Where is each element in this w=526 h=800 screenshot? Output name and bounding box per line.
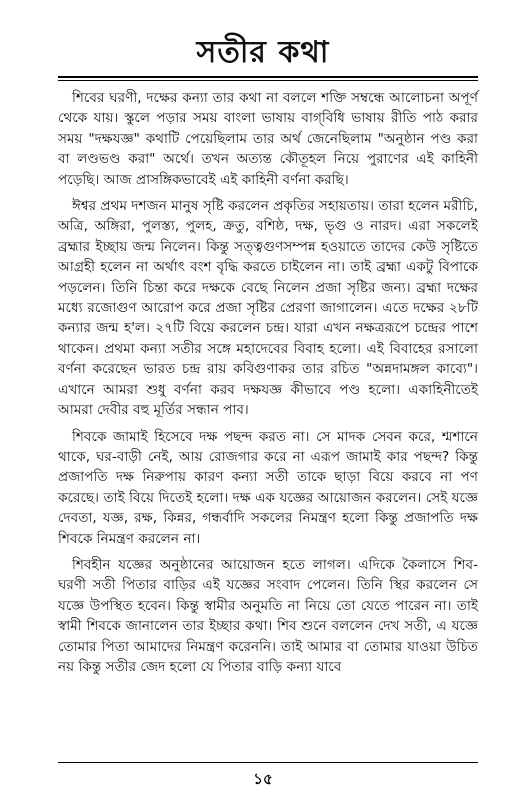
paragraph-4: শিবহীন যজ্ঞের অনুষ্ঠানের আয়োজন হতে লাগল। এদিকে কৈলাসে শিব-ঘরণী সতী পিতার বাড়ির এই যজ্ঞের সংবাদ পেলেন। তিনি স্থির করলেন সে যজ্ঞে উপস্থিত হবেন। কিন্তু স্বামীর অনুমতি না নিয়ে তো যেতে পারেন না। তাই স্বামী শিবকে জানালেন তার ইচ্ছার কথা। শিব শুনে বললেন দেখ সতী, এ যজ্ঞে তোমার পিতা আমাদের নিমন্ত্রণ করেননি। তাই আমার বা তোমার যাওয়া উচিত নয় কিন্তু সতীর জেদ হলো যে পিতার বাড়ি কন্যা যাবে	[58, 556, 478, 675]
paragraph-1: শিবের ঘরণী, দক্ষের কন্যা তার কথা না বললে শক্তি সম্বন্ধে আলোচনা অপূর্ণ থেকে যায়। স্কুলে পড়ার সময় বাংলা ভাষায় বাগ্‌বিধি ভাষায় রীতি পাঠ করার সময় "দক্ষযজ্ঞ" কথাটি পেয়েছিলাম তার অর্থ জেনেছিলাম "অনুষ্ঠান পণ্ড করা বা লণ্ডভণ্ড করা" অর্থে। তখন অত্যন্ত কৌতূহল নিয়ে পুরাণের এই কাহিনী পড়েছি। আজ প্রাসঙ্গিকভাবেই এই কাহিনী বর্ণনা করছি।	[58, 90, 478, 188]
footer-divider	[58, 762, 478, 763]
page-number: ১৫	[253, 770, 273, 788]
title-divider	[58, 76, 478, 81]
paragraph-3: শিবকে জামাই হিসেবে দক্ষ পছন্দ করত না। সে মাদক সেবন করে, শ্মশানে থাকে, ঘর-বাড়ী নেই, আয় রোজগার করে না এরূপ জামাই কার পছন্দ? কিন্তু প্রজাপতি দক্ষ নিরুপায় কারণ কন্যা সতী তাকে ছাড়া বিয়ে করবে না পণ করেছে। তাই বিয়ে দিতেই হলো। দক্ষ এক যজ্ঞের আয়োজন করলেন। সেই যজ্ঞে দেবতা, যজ্ঞ, রক্ষ, কিন্নর, গন্ধর্বাদি সকলের নিমন্ত্রণ হলো কিন্তু প্রজাপতি দক্ষ শিবকে নিমন্ত্রণ করলেন না।	[58, 428, 478, 547]
page-title: সতীর কথা	[196, 35, 330, 70]
body-text	[58, 88, 478, 683]
paragraph-2: ঈশ্বর প্রথম দশজন মানুষ সৃষ্টি করলেন প্রকৃতির সহায়তায়। তারা হলেন মরীচি, অত্রি, অঙ্গিরা, পুলস্ত্য, পুলহ, ক্রতু, বশিষ্ঠ, দক্ষ, ভৃগু ও নারদ। এরা সকলেই ব্রহ্মার ইচ্ছায় জন্ম নিলেন। কিন্তু সত্ত্বগুণসম্পন্ন হওয়াতে তাদের কেউ সৃষ্টিতে আগ্রহী হলেন না অর্থাৎ বংশ বৃদ্ধি করতে চাইলেন না। তাই ব্রহ্মা একটু বিপাকে পড়লেন। তিনি চিন্তা করে দক্ষকে বেছে নিলেন প্রজা সৃষ্টির জন্য। ব্রহ্মা দক্ষের মধ্যে রজোগুণ আরোপ করে প্রজা সৃষ্টির প্রেরণা জাগালেন। এতে দক্ষের ২৮টি কন্যার জন্ম হ'ল। ২৭টি বিয়ে করলেন চন্দ্র। যারা এখন নক্ষত্ররূপে চন্দ্রের পাশে থাকেন। প্রথমা কন্যা সতীর সঙ্গে মহাদেবের বিবাহ হলো। এই বিবাহের রসালো বর্ণনা করেছেন ভারত চন্দ্র রায় কবিগুণাকর তার রচিত "অন্নদামঙ্গল কাব্যে"। এখানে আমরা শুধু বর্ণনা করব দক্ষযজ্ঞ কীভাবে পণ্ড হলো। একাহিনীতেই আমরা দেবীর বহু মূর্তির সন্ধান পাব।	[58, 198, 478, 419]
